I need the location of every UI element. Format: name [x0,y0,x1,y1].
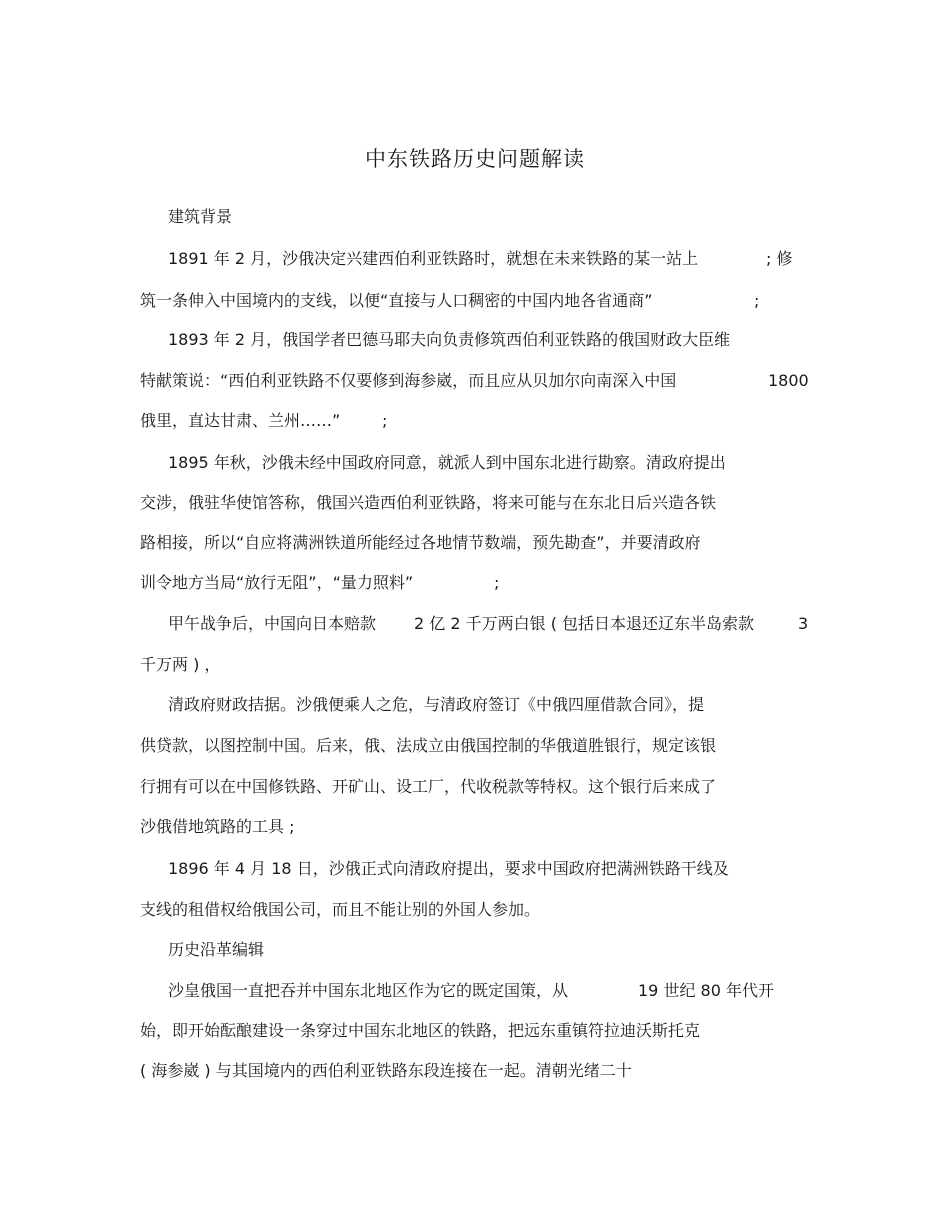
line-tail: ; 修 [766,249,793,268]
paragraph-line: 训令地方当局“放行无阻”，“量力照料” [140,573,414,592]
paragraph-line: 行拥有可以在中国修铁路、开矿山、设工厂，代收税款等特权。这个银行后来成了 [140,777,717,796]
line-segment: 2 亿 2 千万两白银 ( 包括日本退还辽东半岛索款 [414,614,755,633]
paragraph-line: 清政府财政拮据。沙俄便乘人之危，与清政府签订《中俄四厘借款合同》，提 [168,695,705,714]
paragraph-line: 1896 年 4 月 18 日，沙俄正式向清政府提出，要求中国政府把满洲铁路干线及 [168,859,729,878]
paragraph-line: 沙俄借地筑路的工具 ; [140,817,295,836]
paragraph-line: 千万两 ) ， [140,655,221,674]
paragraph-line: 1895 年秋，沙俄未经中国政府同意，就派人到中国东北进行勘察。清政府提出 [168,453,726,472]
line-tail: 3 [798,614,809,633]
paragraph-line: 路相接，所以“自应将满洲铁道所能经过各地情节数端，预先勘查”，并要清政府 [140,533,701,552]
paragraph-line: ( 海参崴 ) 与其国境内的西伯利亚铁路东段连接在一起。清朝光绪二十 [140,1061,632,1080]
paragraph-line: 支线的租借权给俄国公司，而且不能让别的外国人参加。 [140,900,541,919]
line-tail: 19 世纪 80 年代开 [638,981,774,1000]
paragraph-line: 1891 年 2 月，沙俄决定兴建西伯利亚铁路时，就想在未来铁路的某一站上 [168,249,699,268]
paragraph-line: 沙皇俄国一直把吞并中国东北地区作为它的既定国策，从 [168,981,569,1000]
paragraph-line: 始，即开始酝酿建设一条穿过中国东北地区的铁路，把远东重镇符拉迪沃斯托克 [140,1021,701,1040]
paragraph-line: 筑一条伸入中国境内的支线，以便“直接与人口稠密的中国内地各省通商” [140,291,653,310]
paragraph-line: 特献策说：“西伯利亚铁路不仅要修到海参崴，而且应从贝加尔向南深入中国 [140,371,677,390]
line-tail: ; [382,411,388,430]
paragraph-line: 甲午战争后，中国向日本赔款 [168,614,377,633]
page-title: 中东铁路历史问题解读 [365,147,585,171]
section-heading: 历史沿革编辑 [168,940,265,959]
paragraph-line: 1893 年 2 月，俄国学者巴德马耶夫向负责修筑西伯利亚铁路的俄国财政大臣维 [168,330,731,349]
paragraph-line: 供贷款，以图控制中国。后来，俄、法成立由俄国控制的华俄道胜银行，规定该银 [140,736,717,755]
line-tail: 1800 [768,371,809,390]
paragraph-line: 俄里，直达甘肃、兰州……” [140,411,341,430]
line-tail: ; [754,291,760,310]
paragraph-line: 交涉，俄驻华使馆答称，俄国兴造西伯利亚铁路，将来可能与在东北日后兴造各铁 [140,493,717,512]
section-heading: 建筑背景 [168,207,233,226]
line-tail: ; [494,573,500,592]
